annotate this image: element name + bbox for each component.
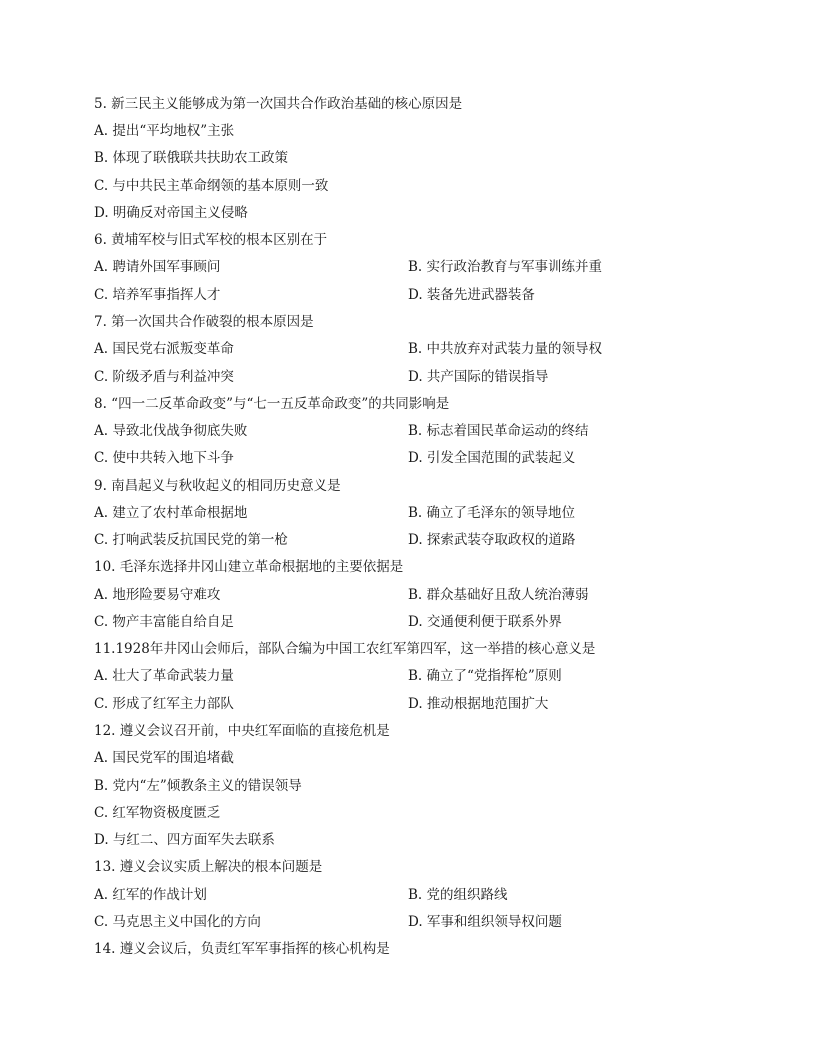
question-13-option-a: A. 红军的作战计划 [94, 887, 207, 903]
question-9-options-row-2 [94, 530, 576, 550]
question-6-options-row-1 [94, 257, 603, 277]
question-11-option-a: A. 壮大了革命武装力量 [94, 668, 234, 684]
question-14-stem: 14. 遵义会议后，负责红军军事指挥的核心机构是 [94, 941, 390, 957]
question-7-option-c: C. 阶级矛盾与利益冲突 [94, 369, 234, 385]
question-10-option-d: D. 交通便利便于联系外界 [408, 614, 562, 630]
question-13-option-d: D. 军事和组织领导权问题 [408, 914, 562, 930]
question-5-option-a: A. 提出“平均地权”主张 [94, 123, 235, 139]
question-11-stem: 11.1928年井冈山会师后，部队合编为中国工农红军第四军，这一举措的核心意义是 [94, 641, 596, 657]
question-5-option-d: D. 明确反对帝国主义侵略 [94, 205, 248, 221]
question-5-option-b: B. 体现了联俄联共扶助农工政策 [94, 150, 289, 166]
question-12-option-a: A. 国民党军的围追堵截 [94, 750, 234, 766]
question-12-option-b: B. 党内“左”倾教条主义的错误领导 [94, 778, 302, 794]
question-10-option-b: B. 群众基础好且敌人统治薄弱 [408, 587, 589, 603]
question-6-options-row-2 [94, 285, 535, 305]
question-7-options-row-1 [94, 339, 603, 359]
question-11-option-b: B. 确立了“党指挥枪”原则 [408, 668, 562, 684]
question-6-stem: 6. 黄埔军校与旧式军校的根本区别在于 [94, 232, 328, 248]
question-10-option-a: A. 地形险要易守难攻 [94, 587, 221, 603]
question-11-options-row-2 [94, 694, 549, 714]
question-6-option-c: C. 培养军事指挥人才 [94, 287, 221, 303]
question-8-options-row-1 [94, 421, 589, 441]
question-13-options-row-1 [94, 885, 508, 905]
question-12-stem: 12. 遵义会议召开前，中央红军面临的直接危机是 [94, 723, 390, 739]
question-9-options-row-1 [94, 503, 576, 523]
question-7-option-d: D. 共产国际的错误指导 [408, 369, 549, 385]
question-13-stem: 13. 遵义会议实质上解决的根本问题是 [94, 859, 323, 875]
question-13-option-b: B. 党的组织路线 [408, 887, 508, 903]
question-6-option-a: A. 聘请外国军事顾问 [94, 259, 221, 275]
question-10-stem: 10. 毛泽东选择井冈山建立革命根据地的主要依据是 [94, 559, 404, 575]
question-9-option-d: D. 探索武装夺取政权的道路 [408, 532, 576, 548]
question-7-stem: 7. 第一次国共合作破裂的根本原因是 [94, 314, 314, 330]
question-7-options-row-2 [94, 367, 549, 387]
question-10-options-row-1 [94, 585, 589, 605]
question-9-option-c: C. 打响武装反抗国民党的第一枪 [94, 532, 288, 548]
question-11-option-c: C. 形成了红军主力部队 [94, 696, 234, 712]
question-7-option-b: B. 中共放弃对武装力量的领导权 [408, 341, 603, 357]
question-11-option-d: D. 推动根据地范围扩大 [408, 696, 549, 712]
question-7-option-a: A. 国民党右派叛变革命 [94, 341, 234, 357]
question-13-option-c: C. 马克思主义中国化的方向 [94, 914, 261, 930]
question-8-option-a: A. 导致北伐战争彻底失败 [94, 423, 248, 439]
question-8-option-d: D. 引发全国范围的武装起义 [408, 450, 576, 466]
question-11-options-row-1 [94, 666, 562, 686]
question-8-option-c: C. 使中共转入地下斗争 [94, 450, 234, 466]
question-9-option-a: A. 建立了农村革命根据地 [94, 505, 248, 521]
question-9-option-b: B. 确立了毛泽东的领导地位 [408, 505, 576, 521]
question-5-option-c: C. 与中共民主革命纲领的基本原则一致 [94, 178, 329, 194]
question-12-option-c: C. 红军物资极度匮乏 [94, 805, 221, 821]
question-13-options-row-2 [94, 912, 562, 932]
question-6-option-d: D. 装备先进武器装备 [408, 287, 535, 303]
question-8-stem: 8. “四一二反革命政变”与“七一五反革命政变”的共同影响是 [94, 396, 450, 412]
question-10-options-row-2 [94, 612, 562, 632]
question-10-option-c: C. 物产丰富能自给自足 [94, 614, 234, 630]
question-5-stem: 5. 新三民主义能够成为第一次国共合作政治基础的核心原因是 [94, 96, 463, 112]
question-12-option-d: D. 与红二、四方面军失去联系 [94, 832, 275, 848]
question-6-option-b: B. 实行政治教育与军事训练并重 [408, 259, 603, 275]
question-8-options-row-2 [94, 448, 576, 468]
question-8-option-b: B. 标志着国民革命运动的终结 [408, 423, 589, 439]
question-9-stem: 9. 南昌起义与秋收起义的相同历史意义是 [94, 478, 341, 494]
